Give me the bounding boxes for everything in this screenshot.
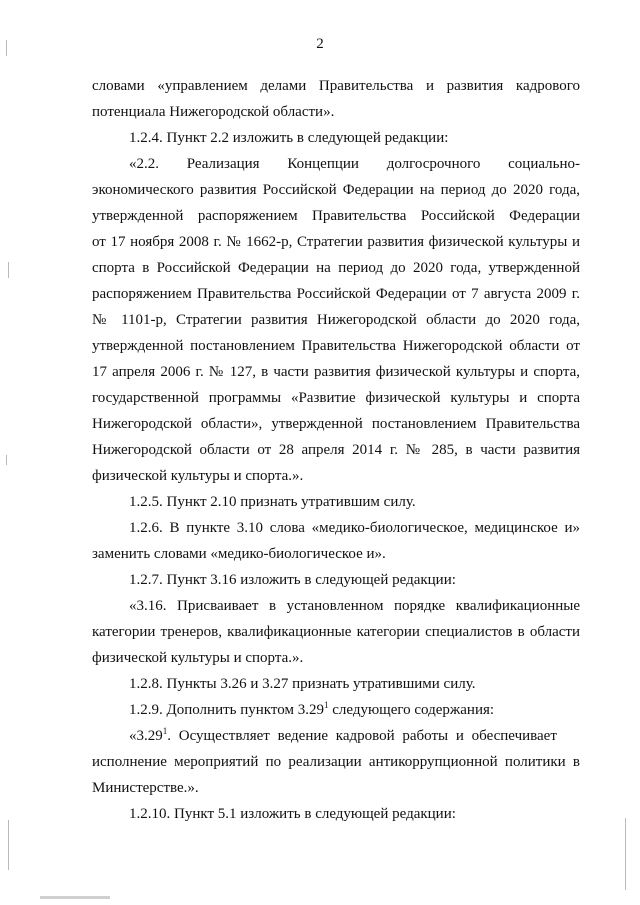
text-line: «2.2. Реализация Концепции долгосрочного социально- <box>129 156 580 172</box>
text-line: Нижегородской области от 28 апреля 2014 г. № 285, в части развития <box>92 442 580 458</box>
text-line: № 1101-р, Стратегии развития Нижегородской области до 2020 года, <box>92 312 580 328</box>
text-line: исполнение мероприятий по реализации антикоррупционной политики в <box>92 754 580 770</box>
text-line: спорта в Российской Федерации на период до 2020 года, утвержденной <box>92 260 580 276</box>
text-line: 1.2.7. Пункт 3.16 изложить в следующей редакции: <box>129 572 456 588</box>
scan-mark <box>6 455 7 465</box>
scan-mark <box>8 820 9 870</box>
text-line: 1.2.6. В пункте 3.10 слова «медико-биологическое, медицинское и» <box>129 520 580 536</box>
text-fragment: следующего содержания: <box>332 702 495 718</box>
text-fragment: . Осуществляет ведение кадровой работы и обеспечивает <box>167 728 557 744</box>
page-number: 2 <box>316 36 324 52</box>
text-line: утвержденной распоряжением Правительства Российской Федерации <box>92 208 580 224</box>
text-line: потенциала Нижегородской области». <box>92 104 335 120</box>
text-fragment: «3.29 <box>129 728 163 744</box>
scan-mark <box>625 818 626 890</box>
text-line: 17 апреля 2006 г. № 127, в части развития физической культуры и спорта, <box>92 364 580 380</box>
text-line: словами «управлением делами Правительства и развития кадрового <box>92 78 580 94</box>
text-line: заменить словами «медико-биологическое и». <box>92 546 386 562</box>
scan-mark <box>6 40 7 56</box>
scan-mark <box>40 896 110 899</box>
text-line: физической культуры и спорта.». <box>92 650 304 666</box>
text-line: распоряжением Правительства Российской Федерации от 7 августа 2009 г. <box>92 286 580 302</box>
superscript: 1 <box>323 700 329 710</box>
text-line: Министерстве.». <box>92 780 199 796</box>
text-line: от 17 ноября 2008 г. № 1662-р, Стратегии развития физической культуры и <box>92 234 580 250</box>
text-line: государственной программы «Развитие физической культуры и спорта <box>92 390 580 406</box>
scan-mark <box>8 262 9 278</box>
text-line: Нижегородской области», утвержденной постановлением Правительства <box>92 416 580 432</box>
text-line: утвержденной постановлением Правительства Нижегородской области от <box>92 338 580 354</box>
text-line: 1.2.5. Пункт 2.10 признать утратившим силу. <box>129 494 416 510</box>
text-line: 1.2.8. Пункты 3.26 и 3.27 признать утратившими силу. <box>129 676 476 692</box>
text-line: 1.2.4. Пункт 2.2 изложить в следующей редакции: <box>129 130 449 146</box>
text-line: физической культуры и спорта.». <box>92 468 304 484</box>
text-line: «3.16. Присваивает в установленном порядке квалификационные <box>129 598 580 614</box>
superscript: 1 <box>162 726 168 736</box>
text-line <box>129 700 580 720</box>
text-line: экономического развития Российской Федерации на период до 2020 года, <box>92 182 580 198</box>
text-line: 1.2.10. Пункт 5.1 изложить в следующей редакции: <box>129 806 456 822</box>
text-fragment: 1.2.9. Дополнить пунктом 3.29 <box>129 702 324 718</box>
text-line: категории тренеров, квалификационные категории специалистов в области <box>92 624 580 640</box>
text-line <box>129 726 580 746</box>
